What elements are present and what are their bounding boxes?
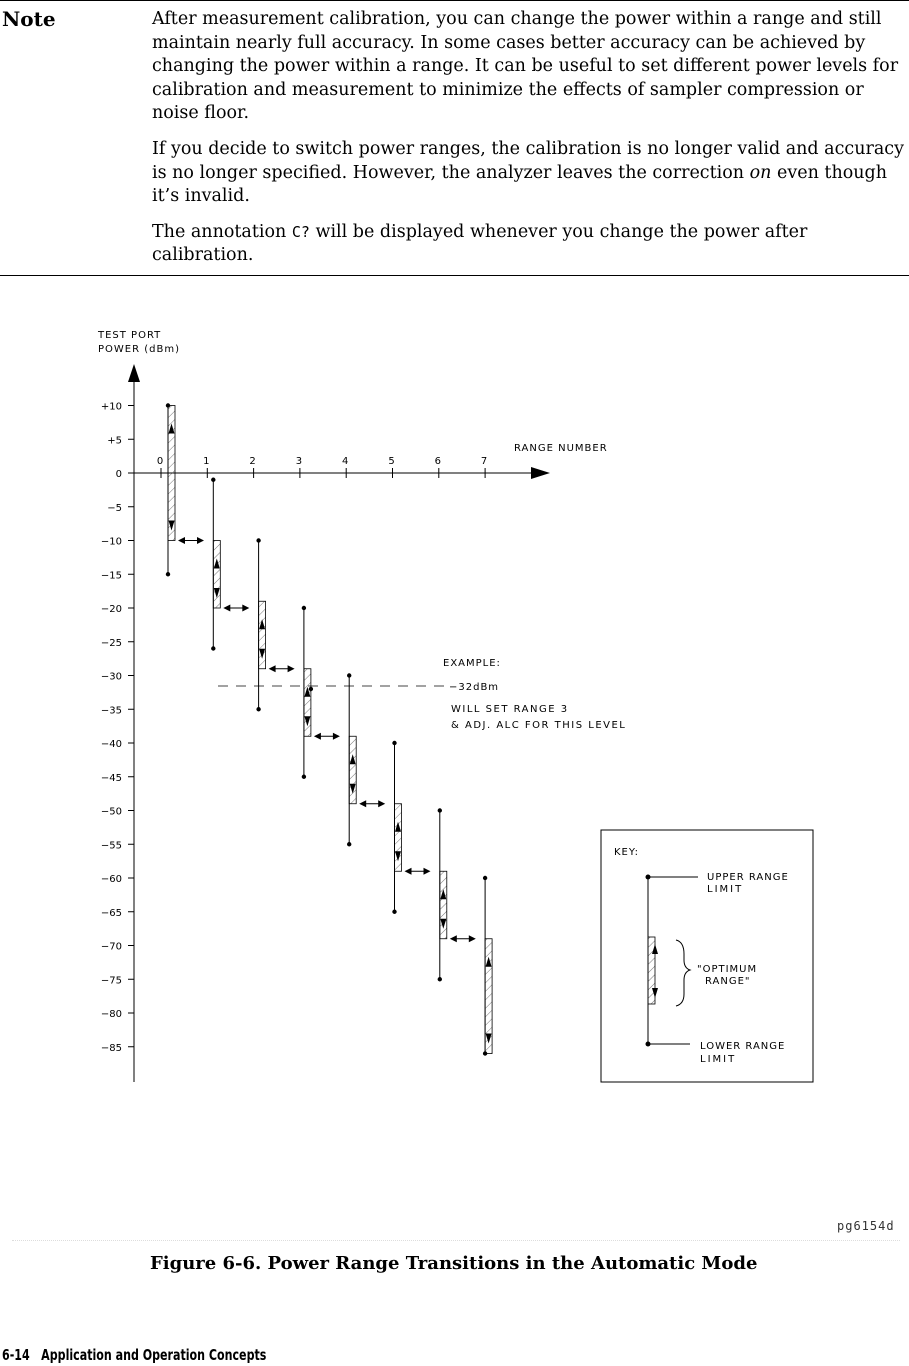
example-line1: WILL SET RANGE 3 [451,704,569,715]
key-upper-label-2: LIMIT [707,884,744,895]
transition-6-right-arrow [469,935,476,942]
y-tick-label: −35 [100,705,122,717]
transition-1-left-arrow [223,605,230,612]
range-2-upper-dot [256,538,260,542]
transition-5-right-arrow [424,868,431,875]
range-3-lower-dot [302,775,306,779]
annotation-code: C? [291,222,310,241]
y-tick-label: +5 [107,435,122,447]
y-tick-label: −40 [100,739,122,750]
transition-4-right-arrow [378,800,385,807]
range-7-upper-dot [483,876,487,880]
range-1-upper-dot [211,478,215,482]
range-5-lower-dot [392,910,396,914]
note-p2-text-a: If you decide to switch power ranges, the calibration is no longer valid and accuracy is no longer specified. However, the analyzer leaves the correction [152,138,904,183]
x-tick-label: 0 [156,456,164,467]
example-marker-dot [309,687,313,691]
x-axis-arrow [531,467,550,479]
y-tick-label: 0 [115,469,122,480]
power-range-figure [0,290,909,1210]
example-line2: & ADJ. ALC FOR THIS LEVEL [451,720,627,731]
figure-chart-marks [101,402,492,1056]
y-tick-label: −80 [100,1009,122,1020]
note-body [152,8,904,280]
range-5-upper-dot [392,741,396,745]
y-tick-label: −85 [100,1042,122,1054]
figure-id: pg6154d [837,1219,895,1233]
page-footer [2,1346,278,1364]
figure-caption: Figure 6-6. Power Range Transitions in the Automatic Mode [150,1253,758,1274]
range-6-upper-dot [438,808,442,812]
range-1-lower-dot [211,646,215,650]
x-tick-label: 3 [295,456,303,467]
note-paragraph-3 [152,221,904,268]
key-upper-dot [646,875,651,880]
transition-2-left-arrow [269,665,276,672]
key-upper-label-1: UPPER RANGE [707,872,789,883]
key-lower-label-1: LOWER RANGE [700,1041,786,1052]
y-tick-label: −70 [100,941,122,953]
transition-5-left-arrow [405,868,412,875]
figure-static [97,330,813,1082]
y-axis-title-line1: TEST PORT [98,330,162,341]
key-brace [676,940,690,1006]
footer-section-title: Application and Operation Concepts [41,1346,267,1364]
transition-2-right-arrow [288,665,295,672]
transition-0-right-arrow [197,537,204,544]
note-label: Note [2,7,56,31]
y-axis-title-line2: POWER (dBm) [98,344,180,355]
page-number: 6-14 [2,1346,30,1364]
y-tick-label: −65 [100,907,122,919]
note-box [0,0,909,276]
range-4-lower-dot [347,842,351,846]
x-tick-label: 2 [249,456,256,467]
y-tick-label: −75 [100,975,122,987]
key-lower-label-2: LIMIT [700,1054,737,1065]
y-tick-label: −55 [100,840,122,852]
y-tick-label: −60 [100,874,122,885]
range-3-upper-dot [302,606,306,610]
x-tick-label: 5 [388,456,395,467]
transition-3-left-arrow [314,733,321,740]
example-title: EXAMPLE: [443,658,501,669]
note-p2-emphasis: on [749,162,772,183]
key-title: KEY: [614,847,640,858]
transition-0-left-arrow [178,537,185,544]
key-optimum-label-2: RANGE" [705,976,751,987]
y-tick-label: −45 [100,772,122,784]
key-optimum-label-1: "OPTIMUM [697,964,758,975]
key-lower-dot [646,1042,651,1047]
y-tick-label: −5 [107,502,122,514]
range-4-upper-dot [347,673,351,677]
figure-rule [12,1240,900,1241]
note-paragraph-1: After measurement calibration, you can change the power within a range and still maintain nearly full accuracy. In some cases better accuracy can be achieved by changing the power within a range. It can be useful to set different power levels for calibration and measurement to minimize the effects of sampler compression or noise floor. [152,9,899,124]
y-tick-label: −25 [100,637,122,649]
example-level: −32dBm [449,682,500,693]
note-paragraph-2 [152,138,904,209]
note-p3-text-a: The annotation [152,221,292,242]
y-tick-label: +10 [100,401,122,413]
x-axis-title: RANGE NUMBER [514,443,608,454]
y-tick-label: −50 [100,806,122,818]
x-tick-label: 1 [203,456,210,467]
y-axis-arrow [128,364,140,382]
y-tick-label: −20 [100,604,122,615]
y-tick-label: −15 [100,570,122,582]
x-tick-label: 6 [434,456,441,467]
transition-6-left-arrow [450,935,457,942]
range-6-lower-dot [438,977,442,981]
x-tick-label: 7 [480,456,488,467]
note-p3-text-b: will be displayed whenever you change the power after calibration. [152,221,808,266]
x-tick-label: 4 [342,456,349,467]
transition-1-right-arrow [242,605,249,612]
transition-4-left-arrow [359,800,366,807]
note-p2-text-b: even though it’s invalid. [152,162,888,207]
range-0-lower-dot [166,572,170,576]
y-tick-label: −30 [100,671,122,683]
y-tick-label: −10 [100,536,122,548]
range-2-lower-dot [256,707,260,711]
transition-3-right-arrow [333,733,340,740]
